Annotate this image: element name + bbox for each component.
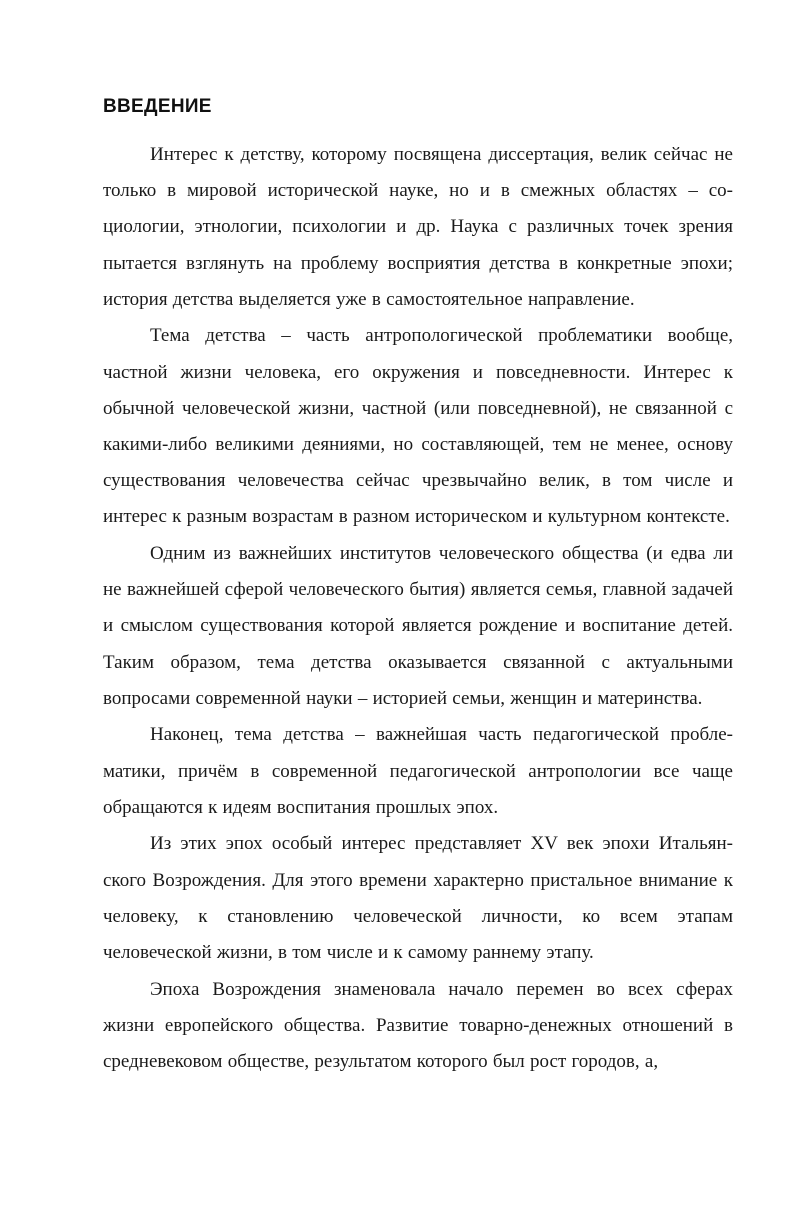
paragraph-6: Эпоха Возрождения знаменовала начало перемен во всех сферах жизни европейского общества. Развитие товарно-денежных отношений в средневековом обществе, результатом которого был рост городов, а, — [103, 978, 733, 1073]
paragraph-2: Тема детства – часть антропологической проблематики вообще, частной жизни человека, его окружения и повседневности. Интерес к обычной человеческой жизни, частной (или повседневной), не связанной с какими-либо великими деяниями, но составляющей, тем не менее, основу существования человечества сейчас чрезвычайно велик, в том числе и интерес к разным возрастам в разном историческом и культурном контексте. — [103, 325, 733, 528]
page-title: ВВЕДЕНИЕ — [103, 96, 212, 117]
paragraph-3: Одним из важнейших институтов человеческого общества (и едва ли не важнейшей сферой человеческого бытия) является семья, главной задачей и смыслом существования которой является рождение и воспитание детей. Таким образом, тема детства оказывается связанной с актуальными вопросами современной науки – историей семьи, женщин и материнства. — [103, 543, 733, 709]
document-body — [103, 137, 733, 1081]
paragraph-1: Интерес к детству, которому посвящена диссертация, велик сейчас не только в мировой исторической науке, но и в смежных областях – социологии, этнологии, психологии и др. Наука с различных точек зрения пытается взглянуть на проблему восприятия детства в конкретные эпохи; история детства выделяется уже в самостоятельное направление. — [103, 144, 733, 310]
paragraph-5: Из этих эпох особый интерес представляет XV век эпохи Итальянского Возрождения. Для этого времени характерно пристальное внимание к человеку, к становлению человеческой личности, ко всем этапам человеческой жизни, в том числе и к самому раннему этапу. — [103, 833, 733, 964]
paragraph-4: Наконец, тема детства – важнейшая часть педагогической проблематики, причём в современной педагогической антропологии все чаще обращаются к идеям воспитания прошлых эпох. — [103, 724, 733, 818]
